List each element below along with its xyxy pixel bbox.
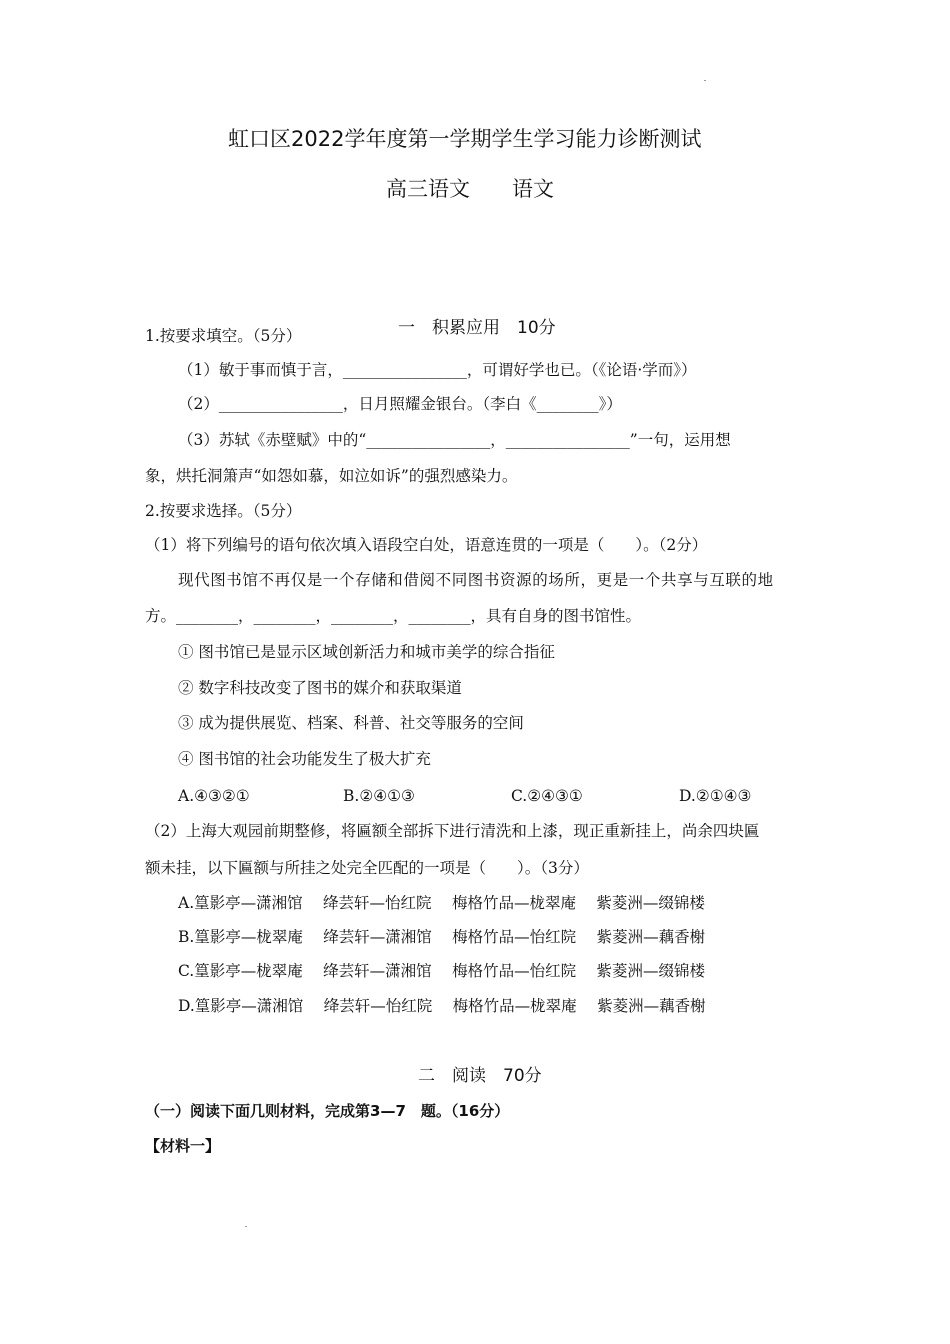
exam-title: 虹口区2022学年度第一学期学生学习能力诊断测试: [228, 127, 702, 151]
q2-part1-stem: （1）将下列编号的语句依次填入语段空白处，语意连贯的一项是（ ）。（2分）: [145, 536, 708, 554]
sentence-2: ② 数字科技改变了图书的媒介和获取渠道: [178, 679, 462, 697]
q1-item1: （1）敏于事而慎于言，________________，可谓好学也已。（《论语·学而》）: [178, 361, 697, 379]
option-a: A.④③②①: [178, 787, 250, 805]
q2-part2-line1: （2）上海大观园前期整修，将匾额全部拆下进行清洗和上漆，现正重新挂上，尚余四块匾: [145, 822, 760, 840]
sentence-1: ① 图书馆已是显示区域创新活力和城市美学的综合指征: [178, 643, 555, 661]
option-b: B.②④①③: [343, 787, 415, 805]
q2-part2-line2: 额未挂，以下匾额与所挂之处完全匹配的一项是（ ）。（3分）: [145, 859, 589, 877]
exam-subtitle: 高三语文 语文: [386, 177, 554, 201]
passage-line1: 现代图书馆不再仅是一个存储和借阅不同图书资源的场所，更是一个共享与互联的地: [178, 571, 774, 589]
plaque-option-c: C.篁影亭—栊翠庵 绛芸轩—潇湘馆 梅格竹品—怡红院 紫菱洲—缀锦楼: [178, 962, 706, 980]
q1-item3: （3）苏轼《赤壁赋》中的“________________，________________”一句，运用想: [178, 431, 731, 449]
corner-mark: [704, 80, 706, 81]
q1-item3-cont: 象，烘托洞箫声“如怨如慕，如泣如诉”的强烈感染力。: [145, 467, 518, 485]
section1-heading: 一 积累应用 10分: [398, 318, 556, 338]
sentence-4: ④ 图书馆的社会功能发生了极大扩充: [178, 750, 431, 768]
passage-line2: 方。________，________，________，________，具有自身的图书馆性。: [145, 607, 642, 625]
plaque-option-b: B.篁影亭—栊翠庵 绛芸轩—潇湘馆 梅格竹品—怡红院 紫菱洲—藕香榭: [178, 928, 706, 946]
sentence-3: ③ 成为提供展览、档案、科普、社交等服务的空间: [178, 714, 524, 732]
section2-heading: 二 阅读 70分: [418, 1066, 542, 1086]
plaque-option-d: D.篁影亭—潇湘馆 绛芸轩—怡红院 梅格竹品—栊翠庵 紫菱洲—藕香榭: [178, 997, 706, 1015]
footer-mark: [245, 1226, 247, 1227]
q1-stem: 1.按要求填空。（5分）: [145, 327, 302, 345]
q2-stem: 2.按要求选择。（5分）: [145, 502, 302, 520]
option-d: D.②①④③: [679, 787, 752, 805]
plaque-option-a: A.篁影亭—潇湘馆 绛芸轩—怡红院 梅格竹品—栊翠庵 紫菱洲—缀锦楼: [178, 894, 705, 912]
q1-item2: （2）________________，日月照耀金银台。（李白《________》）: [178, 395, 622, 413]
section2-sub1: （一）阅读下面几则材料，完成第3—7 题。（16分）: [145, 1102, 510, 1120]
option-c: C.②④③①: [511, 787, 583, 805]
material1-label: 【材料一】: [145, 1137, 221, 1155]
